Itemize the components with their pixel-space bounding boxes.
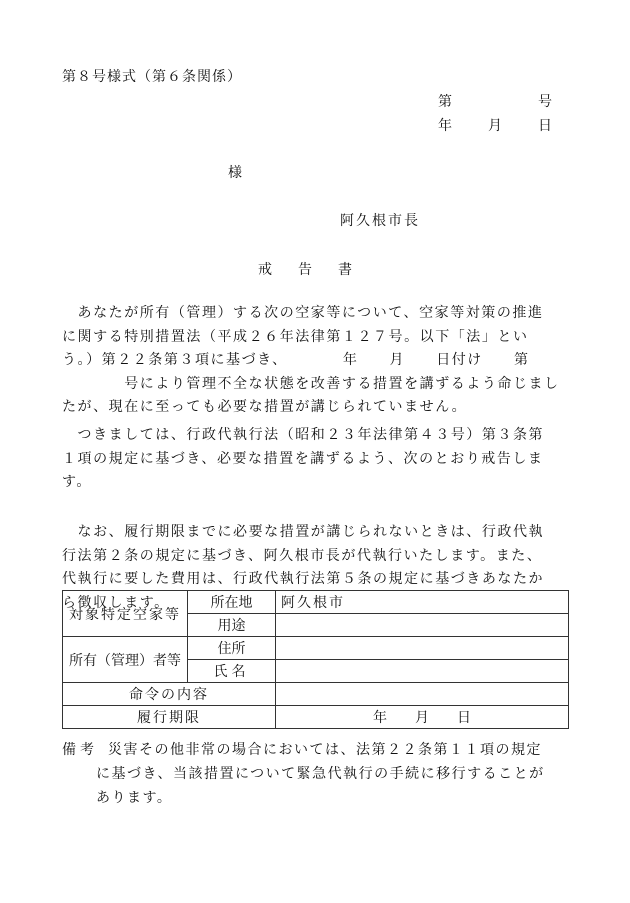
body-line: あなたが所有（管理）する次の空家等について、空家等対策の推進 xyxy=(62,305,544,321)
location-value-cell: 阿久根市 xyxy=(276,591,569,614)
target-property-table xyxy=(62,590,569,729)
body-line: 行法第２条の規定に基づき、阿久根市長が代執行いたします。また、 xyxy=(62,547,543,564)
date-year: 年 xyxy=(438,118,452,134)
name-value-cell xyxy=(276,660,569,683)
body-line: つきましては、行政代執行法（昭和２３年法律第４３号）第３条第 xyxy=(62,427,545,443)
issuer-name: 阿久根市長 xyxy=(340,213,420,229)
remarks-label: 備考 xyxy=(62,742,98,758)
body-line: に関する特別措置法（平成２６年法律第１２７号。以下「法」とい xyxy=(62,328,529,345)
remark-line xyxy=(62,738,568,762)
deadline-label-cell: 履行期限 xyxy=(63,706,276,729)
paragraph-1 xyxy=(62,302,568,420)
body-line: 号により管理不全な状態を改善する措置を講ずるよう命じまし xyxy=(62,375,560,392)
use-label-cell: 用途 xyxy=(188,614,276,637)
order-value-cell xyxy=(276,683,569,706)
body-line: う。）第２２条第３項に基づき、 年 月 日付け 第 xyxy=(62,352,530,368)
location-label-cell: 所在地 xyxy=(188,591,276,614)
deadline-value-cell: 年 月 日 xyxy=(276,706,569,729)
use-value-cell xyxy=(276,614,569,637)
date-month: 月 xyxy=(488,118,502,134)
paragraph-2 xyxy=(62,424,568,495)
body-line: 代執行に要した費用は、行政代執行法第５条の規定に基づきあなたか xyxy=(62,571,545,587)
body-line: す。 xyxy=(62,474,92,490)
address-value-cell xyxy=(276,637,569,660)
body-line: ら徴収します。 xyxy=(62,594,170,611)
remark-line: に基づき、当該措置について緊急代執行の手続に移行することが xyxy=(96,766,545,782)
body-line: たが、現在に至っても必要な措置が講じられていません。 xyxy=(62,399,468,415)
order-label-cell: 命令の内容 xyxy=(63,683,276,706)
target-label-cell: 対象特定空家等 xyxy=(63,591,188,637)
remark-text: 災害その他非常の場合においては、法第２２条第１１項の規定 xyxy=(108,742,542,758)
document-title: 戒告書 xyxy=(258,262,378,278)
body-line: １項の規定に基づき、必要な措置を講ずるよう、次のとおり戒告しま xyxy=(62,450,544,467)
name-label-cell: 氏名 xyxy=(188,660,276,683)
owner-label-cell: 所有（管理）者等 xyxy=(63,637,188,683)
remarks-section xyxy=(62,738,568,810)
date-day: 日 xyxy=(538,118,552,134)
address-label-cell: 住所 xyxy=(188,637,276,660)
body-line: なお、履行期限までに必要な措置が講じられないときは、行政代執 xyxy=(62,524,545,540)
addressee-suffix: 様 xyxy=(228,165,242,181)
doc-no-suffix: 号 xyxy=(538,94,552,110)
remark-line: あります。 xyxy=(96,790,173,806)
form-number-label: 第８号様式（第６条関係） xyxy=(62,69,242,85)
doc-no-prefix: 第 xyxy=(438,94,452,110)
